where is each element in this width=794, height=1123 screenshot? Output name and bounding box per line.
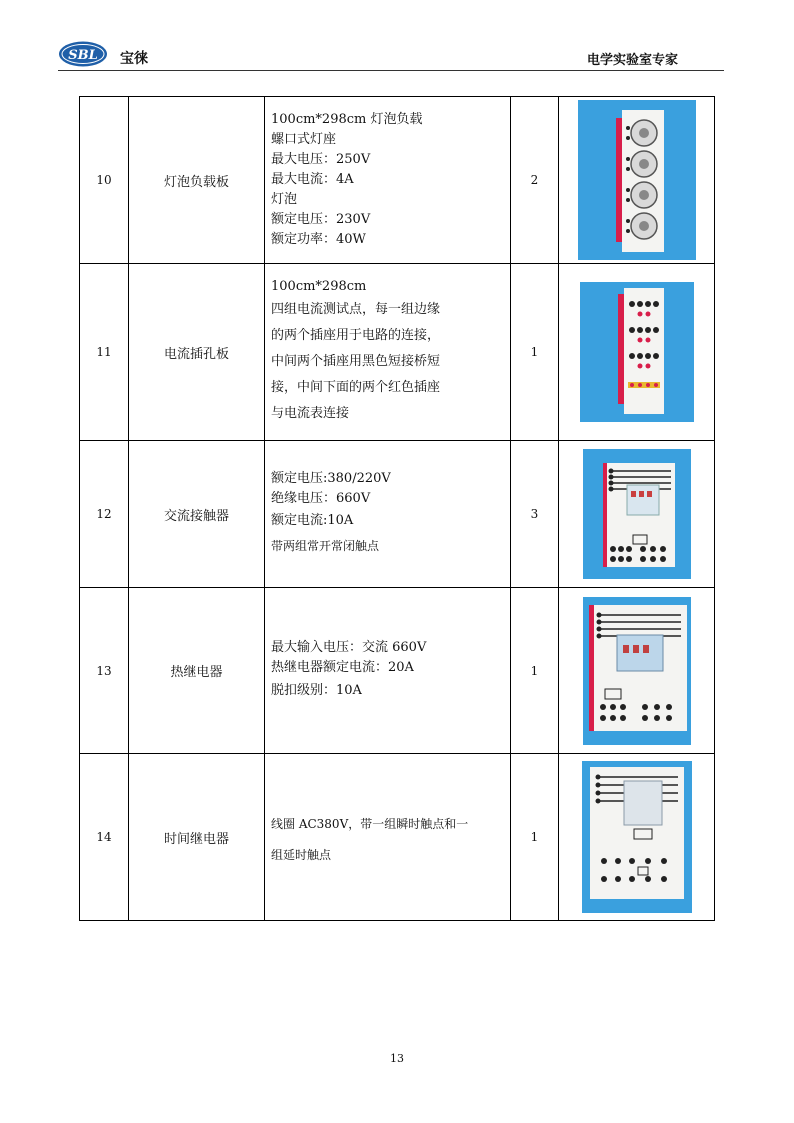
thermal-relay-panel-photo: [583, 597, 691, 745]
table-row: [80, 754, 715, 921]
item-spec: [265, 264, 511, 441]
item-spec: [265, 97, 511, 264]
spec-line: 四组电流测试点，每一组边缘: [271, 302, 441, 317]
spec-line: 接，中间下面的两个红色插座: [271, 380, 441, 395]
page-number: 13: [390, 1052, 404, 1065]
item-quantity: 2: [511, 97, 559, 264]
spec-line: 额定电压:380/220V: [271, 471, 391, 486]
spec-line: 最大电流：4A: [271, 172, 354, 187]
spec-line: 热继电器额定电流：20A: [271, 659, 414, 675]
item-number: 11: [80, 264, 129, 441]
spec-line: 螺口式灯座: [271, 132, 337, 147]
item-name: 热继电器: [129, 588, 265, 754]
brand-name: 宝徕: [120, 51, 148, 67]
item-spec: [265, 441, 511, 588]
item-spec: [265, 754, 511, 921]
item-quantity: 3: [511, 441, 559, 588]
table-row: [80, 588, 715, 754]
item-quantity: 1: [511, 754, 559, 921]
item-name: 时间继电器: [129, 754, 265, 921]
item-quantity: 1: [511, 588, 559, 754]
spec-line: 带两组常开常闭触点: [271, 539, 380, 553]
table-row: [80, 264, 715, 441]
spec-line: 额定功率：40W: [271, 232, 366, 247]
item-name: 灯泡负载板: [129, 97, 265, 264]
equipment-spec-table: [79, 96, 715, 921]
item-name: 交流接触器: [129, 441, 265, 588]
current-jack-panel-photo: [580, 282, 694, 422]
item-spec: [265, 588, 511, 754]
spec-line: 100cm*298cm 灯泡负载: [271, 112, 423, 127]
page-header: [58, 38, 724, 72]
spec-line: 绝缘电压：660V: [271, 491, 371, 506]
spec-line: 的两个插座用于电路的连接，: [271, 328, 441, 343]
spec-line: 额定电流:10A: [271, 513, 354, 528]
sbl-logo-icon: [58, 40, 108, 68]
spec-line: 额定电压：230V: [271, 212, 371, 227]
item-quantity: 1: [511, 264, 559, 441]
time-relay-panel-photo: [582, 761, 692, 913]
header-subtitle: 电学实验室专家: [586, 53, 678, 68]
spec-line: 灯泡: [271, 192, 298, 207]
spec-line: 线圈 AC380V，带一组瞬时触点和一: [271, 817, 469, 831]
spec-line: 中间两个插座用黑色短接桥短: [271, 354, 441, 369]
lamp-load-panel-photo: [578, 100, 696, 260]
spec-line: 最大输入电压：交流 660V: [271, 639, 427, 655]
spec-line: 100cm*298cm: [271, 279, 367, 294]
item-number: 13: [80, 588, 129, 754]
item-number: 10: [80, 97, 129, 264]
item-number: 12: [80, 441, 129, 588]
item-number: 14: [80, 754, 129, 921]
spec-line: 脱扣级别：10A: [271, 682, 362, 698]
logo-text: SBL: [68, 48, 98, 63]
spec-line: 与电流表连接: [271, 406, 350, 421]
spec-line: 组延时触点: [271, 848, 332, 862]
table-row: [80, 441, 715, 588]
header-divider: [58, 70, 724, 71]
ac-contactor-panel-photo: [583, 449, 691, 579]
spec-line: 最大电压：250V: [271, 152, 371, 167]
item-name: 电流插孔板: [129, 264, 265, 441]
table-row: [80, 97, 715, 264]
